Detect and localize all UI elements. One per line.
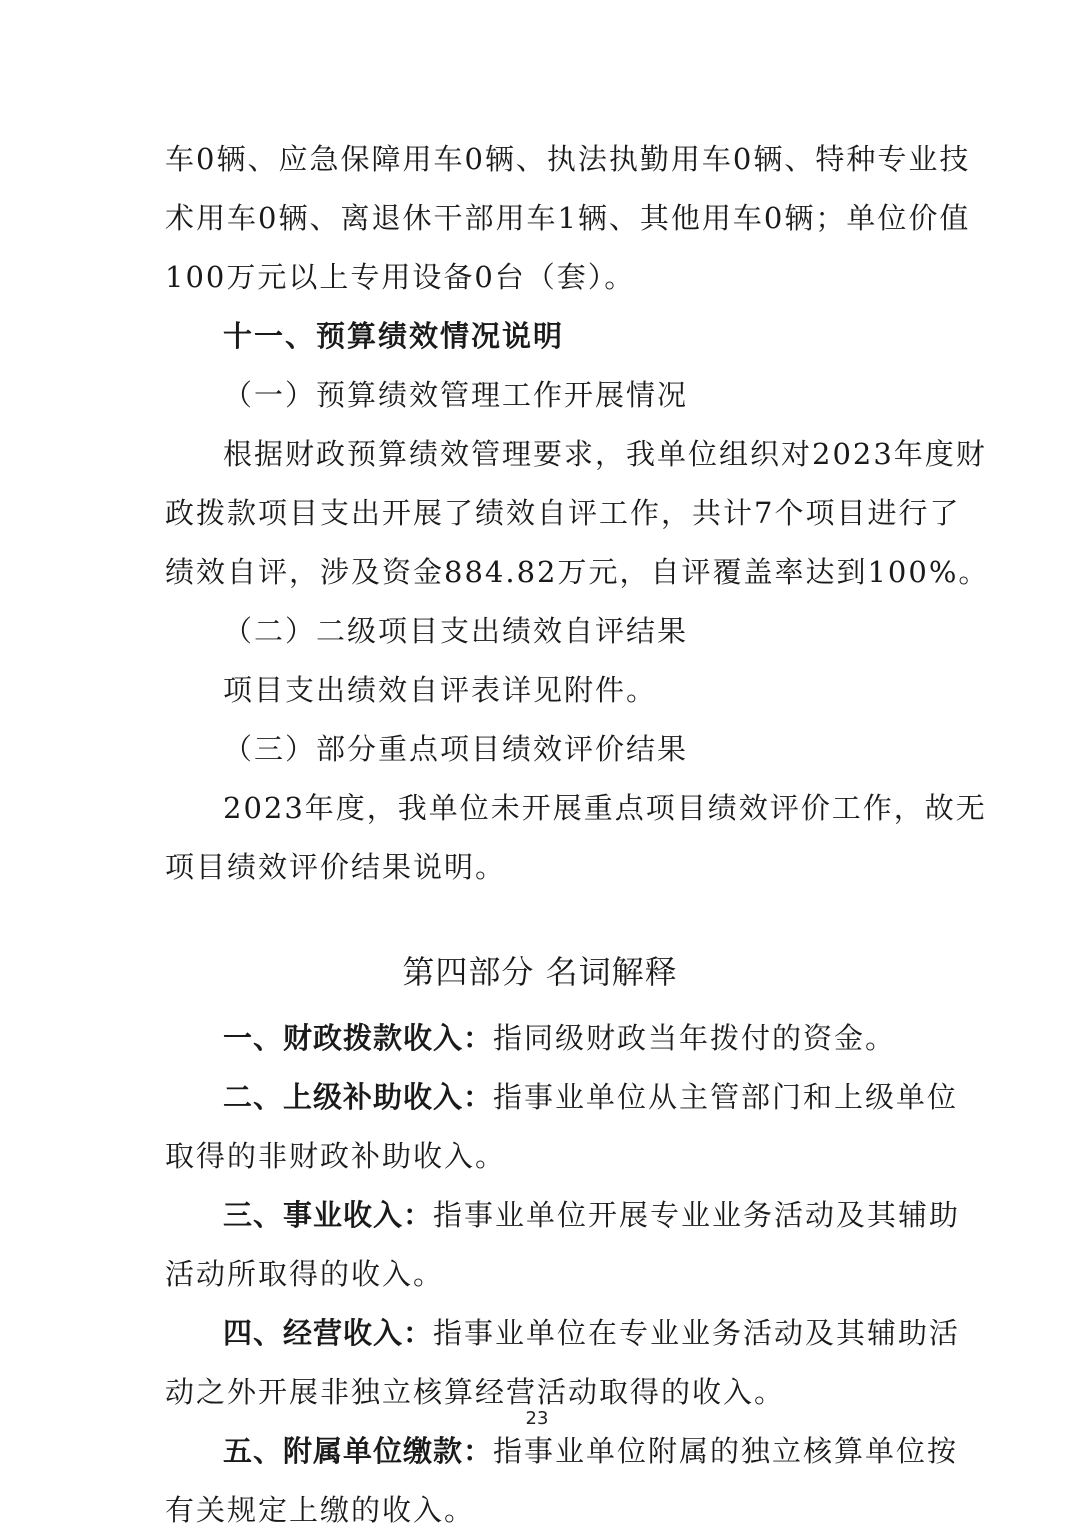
term-label: 一、财政拨款收入： [223, 1021, 494, 1055]
term-label: 四、经营收入： [223, 1316, 434, 1350]
term-continuation: 有关规定上缴的收入。 [165, 1493, 476, 1527]
subsection-heading: （一）预算绩效管理工作开展情况 [223, 378, 689, 412]
term-text: 指事业单位在专业业务活动及其辅助活 [433, 1316, 961, 1350]
term-definition [165, 1009, 915, 1068]
document-page [165, 130, 990, 1540]
subsection-heading: （二）二级项目支出绩效自评结果 [223, 614, 689, 648]
paragraph-line: 绩效自评，涉及资金884.82万元，自评覆盖率达到100%。 [165, 555, 990, 589]
paragraph-line: 100万元以上专用设备0台（套）。 [165, 260, 636, 294]
term-label: 三、事业收入： [223, 1198, 434, 1232]
paragraph-line: 项目支出绩效自评表详见附件。 [223, 673, 658, 707]
term-definition [165, 1304, 961, 1363]
term-text: 指事业单位开展专业业务活动及其辅助 [433, 1198, 961, 1232]
part-title: 第四部分 名词解释 [402, 953, 678, 991]
paragraph-line: 政拨款项目支出开展了绩效自评工作，共计7个项目进行了 [165, 496, 961, 530]
term-continuation: 取得的非财政补助收入。 [165, 1139, 507, 1173]
term-text: 指同级财政当年拨付的资金。 [493, 1021, 897, 1055]
page-number: 23 [525, 1408, 549, 1429]
paragraph-line: 项目绩效评价结果说明。 [165, 850, 507, 884]
term-label: 五、附属单位缴款： [223, 1434, 494, 1468]
term-text: 指事业单位从主管部门和上级单位 [493, 1080, 959, 1114]
paragraph-line: 车0辆、应急保障用车0辆、执法执勤用车0辆、特种专业技 [165, 142, 971, 176]
term-definition [165, 1186, 961, 1245]
term-text: 指事业单位附属的独立核算单位按 [493, 1434, 959, 1468]
term-label: 二、上级补助收入： [223, 1080, 494, 1114]
term-definition [165, 1422, 959, 1481]
term-definition [165, 1068, 959, 1127]
paragraph-line: 根据财政预算绩效管理要求，我单位组织对2023年度财 [223, 437, 987, 471]
paragraph-line: 术用车0辆、离退休干部用车1辆、其他用车0辆；单位价值 [165, 201, 971, 235]
section-heading: 十一、预算绩效情况说明 [223, 319, 565, 353]
subsection-heading: （三）部分重点项目绩效评价结果 [223, 732, 689, 766]
paragraph-line: 2023年度，我单位未开展重点项目绩效评价工作，故无 [223, 791, 987, 825]
term-continuation: 活动所取得的收入。 [165, 1257, 445, 1291]
spacer [165, 897, 915, 941]
term-continuation: 动之外开展非独立核算经营活动取得的收入。 [165, 1375, 786, 1409]
